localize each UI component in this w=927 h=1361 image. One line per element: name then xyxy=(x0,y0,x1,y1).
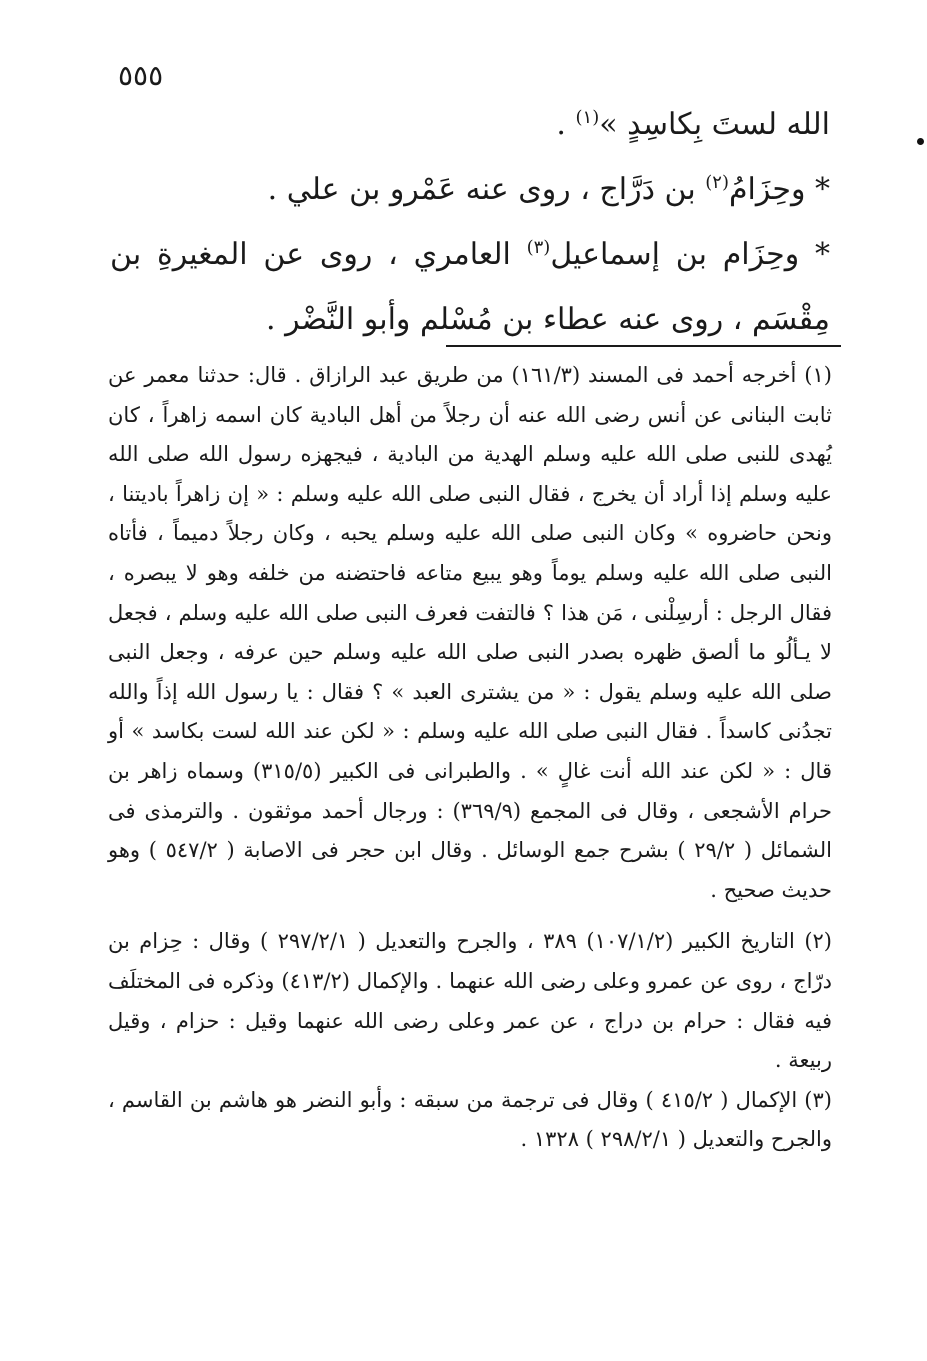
footnote-ref-1[interactable]: (١) xyxy=(575,107,600,128)
entry-hizam-ibn-darraj xyxy=(110,157,830,222)
footnote-1: (١) أخرجه أحمد فى المسند (١٦١/٣) من طريق عبد الرازاق . قال: حدثنا معمر عن ثابت البنانى عن أنس رضى الله عنه أن رجلاً من أهل البادية كان اسمه زاهراً ، كان يُهدى للنبى صلى الله عليه وسلم الهدية من البادية ، فيجهزه رسول الله صلى الله عليه وسلم إذا أراد أن يخرج ، فقال النبى صلى الله عليه وسلم : « إن زاهراً باديتنا ، ونحن حاضروه » وكان النبى صلى الله عليه وسلم يحبه ، وكان رجلاً دميماً ، فأتاه النبى صلى الله عليه وسلم يوماً وهو يبيع متاعه فاحتضنه من خلفه وهو لا يبصره ، فقال الرجل : أرسِلْنى ، مَن هذا ؟ فالتفت فعرف النبى صلى الله عليه وسلم ، فجعل لا يـألُو ما ألصق ظهره بصدر النبى صلى الله عليه وسلم حين عرفه ، وجعل النبى صلى الله عليه وسلم يقول : « من يشترى العبد » ؟ فقال : يا رسول الله إذاً والله تجدُنى كاسداً . فقال النبى صلى الله عليه وسلم : « لكن عند الله لست بكاسد » أو قال : « لكن عند الله أنت غالٍ » . والطبرانى فى الكبير (٣١٥/٥) وسماه زاهر بن حرام الأشجعى ، وقال فى المجمع (٣٦٩/٩) : ورجال أحمد موثقون . والترمذى فى الشمائل ( ٢٩/٢ ) بشرح جمع الوسائل . وقال ابن حجر فى الاصابة ( ٥٤٧/٢ ) وهو حديث صحيح . xyxy=(108,363,832,902)
entry-2-text: العامري ، روى عن المغيرةِ بن مِقْسَم ، روى عنه عطاء بن مُسْلم وأبو النَّضْر . xyxy=(110,237,830,337)
main-text xyxy=(110,92,830,352)
footnote-ref-2[interactable]: (٢) xyxy=(705,172,729,193)
entry-1-name: * وحِزَامُ xyxy=(728,172,830,207)
entry-hizam-ibn-ismail xyxy=(110,222,830,352)
margin-dot xyxy=(917,138,924,145)
main-line-1-end: . xyxy=(556,107,576,142)
footnote-ref-3[interactable]: (٣) xyxy=(526,237,551,258)
entry-1-text: بن دَرَّاج ، روى عنه عَمْرو بن علي . xyxy=(267,172,706,207)
footnotes xyxy=(108,356,832,1160)
page-number: ٥٥٥ xyxy=(118,59,164,92)
footnote-2: (٢) التاريخ الكبير (١٠٧/١/٢) ٣٨٩ ، والجرح والتعديل ( ٢٩٧/٢/١ ) وقال : حِزام بن درّاج ، روى عن عمرو وعلى رضى الله عنهما . والإكمال (٤١٣/٢) وذكره فى المختلَف فيه فقال : حرام بن دراج ، عن عمر وعلى رضى الله عنهما وقيل : حزام ، وقيل ربيعة . xyxy=(108,929,832,1073)
footnote-divider xyxy=(446,345,841,347)
main-line-1 xyxy=(110,92,830,157)
footnote-3: (٣) الإكمال ( ٤١٥/٢ ) وقال فى ترجمة من سبقه : وأبو النضر هو هاشم بن القاسم ، والجرح والتعديل ( ٢٩٨/٢/١ ) ١٣٢٨ . xyxy=(108,1087,832,1152)
entry-2-name: * وحِزَام بن إسماعيل xyxy=(550,237,830,272)
main-line-1-text: الله لستَ بِكاسِدٍ » xyxy=(599,107,830,142)
